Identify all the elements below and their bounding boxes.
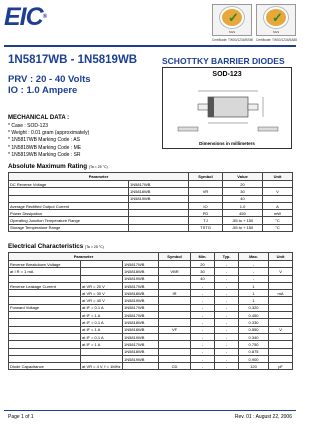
table-cell [159,312,191,319]
table-cell [9,290,81,297]
column-header: Parameter [9,253,159,261]
eic-logo: EIC® [4,3,47,31]
product-type-title: SCHOTTKY BARRIER DIODES [162,56,285,66]
table-cell: CD [159,363,191,370]
table-cell: - [191,363,215,370]
table-cell: 0.750 [239,341,269,348]
table-cell: mW [263,210,293,217]
table-cell: - [215,319,239,326]
abs-max-heading: Absolute Maximum Rating (Ta = 25 °C) [8,163,108,170]
table-cell: - [215,348,239,355]
table-cell [9,297,81,304]
table-cell: 450 [223,210,263,217]
table-cell: Average Rectified Output Current [9,202,129,209]
table-cell: 1N5818WB [129,188,189,195]
table-row [9,333,293,340]
table-cell [159,319,191,326]
part-title: 1N5817WB - 1N5819WB [8,54,138,66]
check-seal-icon [264,7,288,28]
table-row [9,363,293,370]
footer-divider [4,410,296,411]
table-cell [9,348,81,355]
table-cell: 1N5819WB [123,297,159,304]
cert-label: SGS [228,30,236,34]
column-header: Typ. [215,253,239,261]
table-cell: VR [189,188,223,195]
list-item: * 1N5818WB Marking Code : ME [8,144,82,151]
table-cell: - [215,268,239,275]
table-cell: 1 [239,297,269,304]
table-cell [81,268,123,275]
table-row [9,326,293,333]
table-cell: 40 [191,275,215,282]
column-header: Symbol [189,173,223,181]
table-cell: Operating Junction Temperature Range [9,217,129,224]
table-row [9,282,293,289]
table-cell: 1N5818WB [123,290,159,297]
table-cell: 1N5818WB [123,319,159,326]
table-row [9,290,293,297]
table-cell [269,348,293,355]
table-cell: - [191,348,215,355]
prv-line: PRV : 20 - 40 Volts [8,74,91,85]
table-cell [9,275,81,282]
table-cell: - [239,268,269,275]
elec-heading: Electrical Characteristics (Ta = 25 °C) [8,243,104,250]
table-cell [159,333,191,340]
table-cell [189,181,223,188]
dimensions-caption: Dimensions in millimeters [199,141,255,146]
table-cell [269,355,293,362]
table-cell: V [269,268,293,275]
table-cell: - [215,333,239,340]
table-cell [159,261,191,268]
table-cell [159,297,191,304]
table-cell: VF [159,326,191,333]
column-header: Value [223,173,263,181]
cert-caption-1: Certificate: TW00/1234/BSMI [212,38,254,42]
table-cell: V [269,326,293,333]
table-cell: - [191,341,215,348]
table-row [9,202,293,209]
mechanical-list [8,123,89,159]
table-row [9,275,293,282]
table-cell [9,195,129,202]
table-cell: at IF = 0.1 A [81,333,123,340]
table-cell [159,355,191,362]
table-cell: - [239,275,269,282]
column-header: Max. [239,253,269,261]
table-cell [159,341,191,348]
table-cell [269,312,293,319]
table-cell [81,348,123,355]
table-cell: 20 [191,261,215,268]
table-cell: 0.550 [239,326,269,333]
table-cell: - [215,275,239,282]
table-cell: - [191,282,215,289]
table-cell [189,195,223,202]
header-divider [4,45,296,47]
table-cell: 1 [239,290,269,297]
table-cell: - [215,297,239,304]
table-cell: Storage Temperature Range [9,224,129,231]
table-cell [81,261,123,268]
table-cell [9,333,81,340]
table-cell [123,363,159,370]
table-cell: °C [263,217,293,224]
table-cell: Power Dissipation [9,210,129,217]
table-cell: 1N5819WB [123,275,159,282]
table-cell: 1N5817WB [123,304,159,311]
table-cell: 1N5817WB [123,312,159,319]
table-cell [269,282,293,289]
table-cell: - [215,312,239,319]
table-row [9,355,293,362]
table-cell: 40 [223,195,263,202]
table-row [9,312,293,319]
table-row [9,188,293,195]
table-cell: 1N5819WB [129,195,189,202]
table-cell [9,326,81,333]
table-cell: - [191,290,215,297]
check-seal-icon [220,7,244,28]
table-cell [269,333,293,340]
abs-max-table [8,172,293,232]
table-cell: 1N5818WB [123,268,159,275]
table-cell [129,224,189,231]
table-cell: at I R = 1 mA [9,268,81,275]
table-cell: 0.875 [239,348,269,355]
table-cell: at IF = 1 A [81,341,123,348]
list-item: * 1N5817WB Marking Code : AS [8,137,80,144]
package-drawing [162,67,292,149]
table-cell: - [215,363,239,370]
package-name: SOD-123 [212,71,242,78]
table-cell: -55 to + 150 [223,217,263,224]
table-cell: at VR = 40 V [81,297,123,304]
table-cell: at IF = 1 A [81,312,123,319]
table-cell: - [215,355,239,362]
ratings-summary [8,74,91,96]
table-row [9,195,293,202]
certification-badge-1 [212,4,252,36]
certification-badge-2 [256,4,296,36]
table-cell [159,304,191,311]
table-cell: - [191,355,215,362]
table-cell: 1N5818WB [123,348,159,355]
table-cell: TJ [189,217,223,224]
table-cell: V [263,188,293,195]
table-cell: - [191,297,215,304]
table-row [9,268,293,275]
table-cell [269,319,293,326]
page-number: Page 1 of 1 [8,414,34,420]
table-cell [269,275,293,282]
table-cell [269,304,293,311]
table-cell [269,341,293,348]
table-cell: Diode Capacitance [9,363,81,370]
table-cell [9,312,81,319]
table-cell: at VR = 30 V [81,290,123,297]
table-cell: - [191,326,215,333]
revision-date: Rev. 01 : August 22, 2006 [234,414,292,420]
table-cell: IO [189,202,223,209]
list-item: * 1N5819WB Marking Code : SR [8,151,81,158]
table-cell: - [215,341,239,348]
table-cell: - [191,304,215,311]
table-cell: at VR = 20 V [81,282,123,289]
table-cell: pF [269,363,293,370]
table-row [9,181,293,188]
table-cell: 0.340 [239,333,269,340]
table-cell [269,261,293,268]
table-cell: 0.900 [239,355,269,362]
column-header: Min. [191,253,215,261]
table-cell [159,275,191,282]
table-cell: A [263,202,293,209]
table-cell: DC Reverse Voltage [9,181,129,188]
table-cell: Reverse Leakage Current [9,282,81,289]
table-header-row [9,173,293,181]
table-row [9,261,293,268]
elec-table [8,252,293,370]
table-cell [81,355,123,362]
table-row [9,297,293,304]
table-cell: 30 [223,188,263,195]
table-row [9,217,293,224]
table-cell: at IF = 0.1 A [81,319,123,326]
table-cell: Forward Voltage [9,304,81,311]
list-item: * Case : SOD-123 [8,123,49,129]
table-cell: 1N5819WB [123,355,159,362]
table-row [9,341,293,348]
column-header: Unit [269,253,293,261]
table-cell: - [215,290,239,297]
table-cell: 1N5817WB [129,181,189,188]
table-cell: - [191,333,215,340]
table-cell: -55 to + 150 [223,224,263,231]
table-cell [9,341,81,348]
table-cell: VBR [159,268,191,275]
table-cell: - [215,282,239,289]
cert-caption-2: Certificate: TW00/1234/5A88 [256,38,297,42]
table-cell: °C [263,224,293,231]
table-row [9,224,293,231]
table-cell: Reverse Breakdown Voltage [9,261,81,268]
table-cell: 20 [223,181,263,188]
table-cell [263,195,293,202]
table-cell: 30 [191,268,215,275]
table-cell: 0.330 [239,319,269,326]
table-header-row [9,253,293,261]
io-line: IO : 1.0 Ampere [8,85,78,96]
table-cell: 1 [239,282,269,289]
table-cell [129,202,189,209]
list-item: * Weight : 0.01 gram (approximately) [8,130,90,137]
cert-label: SGS [272,30,280,34]
table-cell: 120 [239,363,269,370]
table-cell [9,188,129,195]
table-cell [159,348,191,355]
column-header: Symbol [159,253,191,261]
sod123-outline-icon [168,81,288,139]
table-cell: TSTG [189,224,223,231]
table-cell [9,319,81,326]
table-cell [9,355,81,362]
mechanical-heading: MECHANICAL DATA : [8,115,70,121]
table-cell: - [239,261,269,268]
table-cell: at IF = 1 A [81,326,123,333]
table-cell: mA [269,290,293,297]
table-row [9,304,293,311]
table-cell: 1.0 [223,202,263,209]
table-cell: 1N5818WB [123,326,159,333]
table-cell [159,282,191,289]
table-cell [263,181,293,188]
table-cell [129,217,189,224]
table-cell: 0.450 [239,312,269,319]
column-header: Unit [263,173,293,181]
table-cell: at VR = 4 V, f = 1MHz [82,363,121,369]
table-cell [269,297,293,304]
table-cell [81,275,123,282]
table-cell: IR [159,290,191,297]
table-cell: PD [189,210,223,217]
table-cell: - [215,326,239,333]
table-cell: 1N5817WB [123,341,159,348]
column-header: Parameter [9,173,189,181]
table-cell: - [191,312,215,319]
table-cell: 1N5817WB [123,282,159,289]
table-cell: - [215,261,239,268]
table-cell [129,210,189,217]
table-cell: - [215,304,239,311]
table-row [9,319,293,326]
table-cell: - [191,319,215,326]
table-cell: 1N5819WB [123,333,159,340]
table-cell: 0.320 [239,304,269,311]
table-row [9,210,293,217]
table-cell: at IF = 0.1 A [81,304,123,311]
table-row [9,348,293,355]
table-cell: 1N5817WB [123,261,159,268]
